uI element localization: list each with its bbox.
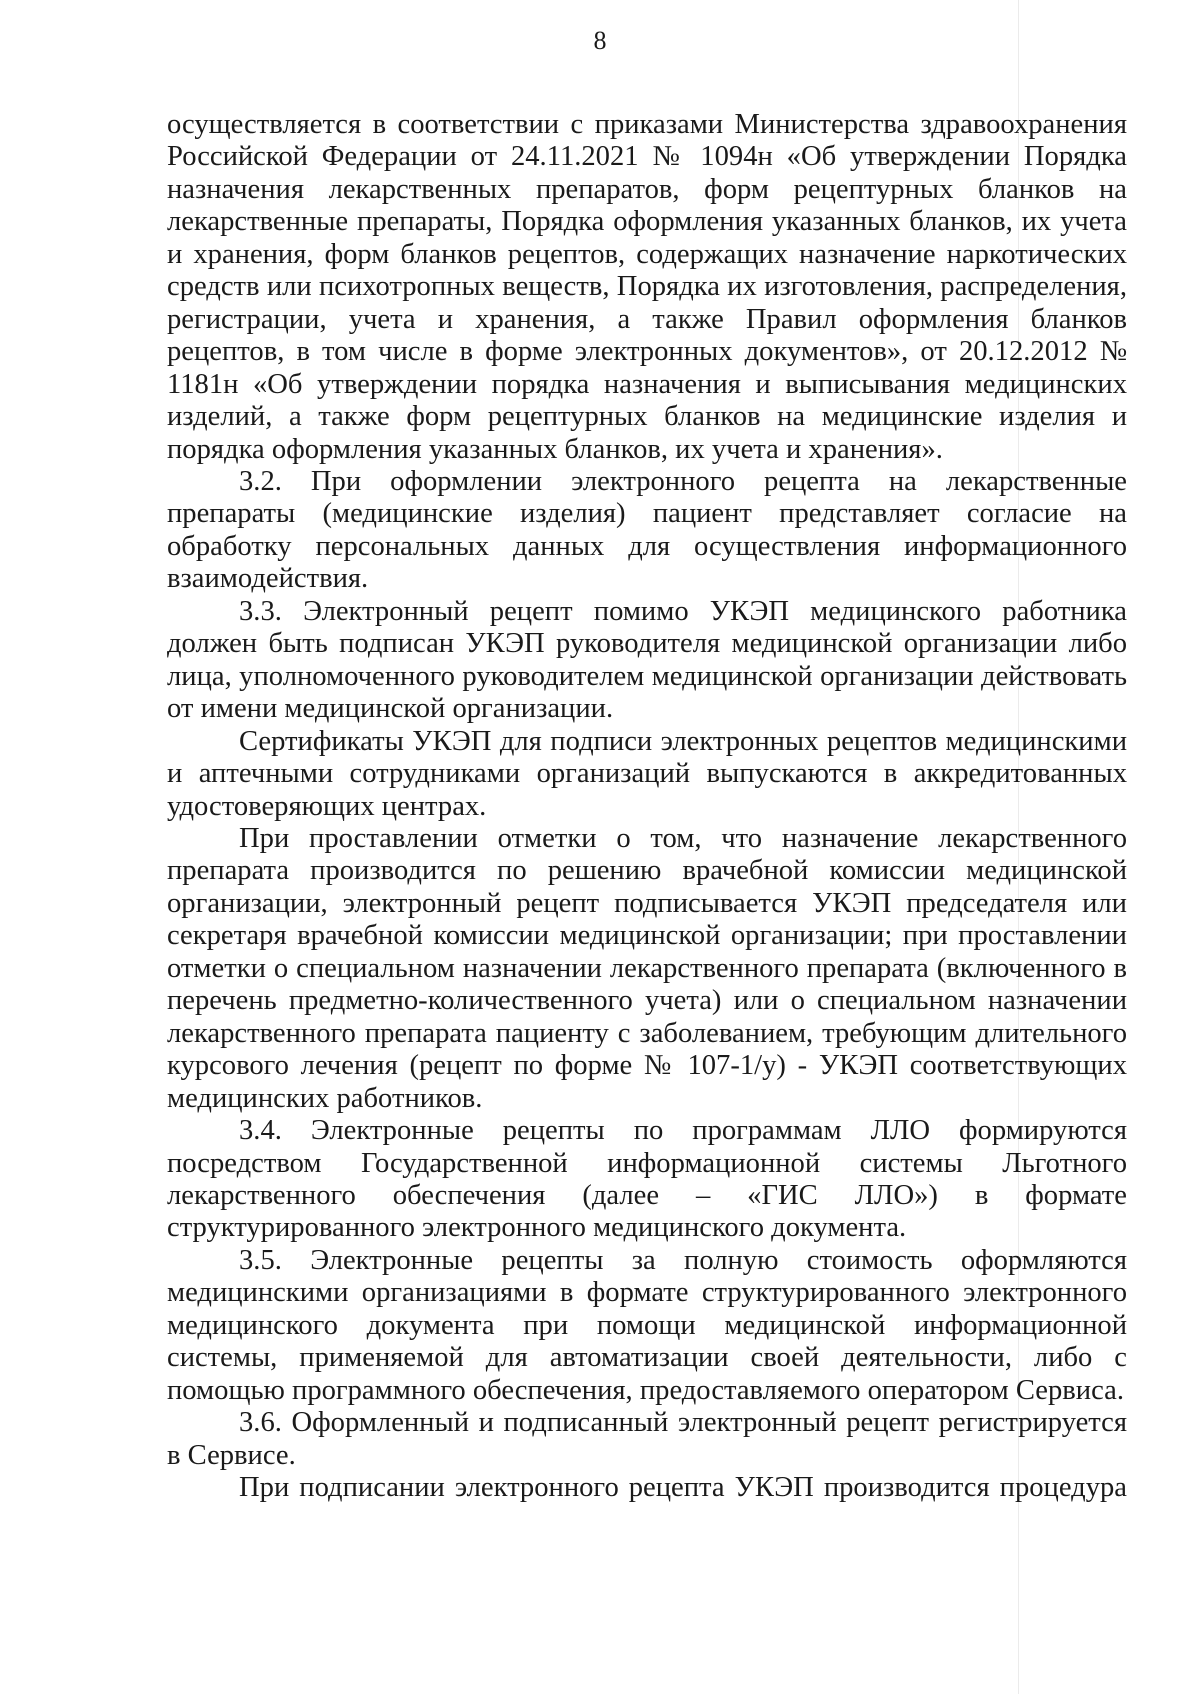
document-body	[167, 109, 1127, 1504]
page-number: 8	[593, 26, 607, 55]
paragraph-commission-signing: При проставлении отметки о том, что назначение лекарственного препарата производится по решению врачебной комиссии медицинской организации, электронный рецепт подписывается УКЭП председателя или секретаря врачебной комиссии медицинской организации; при проставлении отметки о специальном назначении лекарственного препарата (включенного в перечень предметно-количественного учета) или о специальном назначении лекарственного препарата пациенту с заболеванием, требующим длительного курсового лечения (рецепт по форме № 107-1/у) - УКЭП соответствующих медицинских работников.	[167, 822, 1127, 1114]
paragraph-signing-procedure: При подписании электронного рецепта УКЭП производится процедура	[239, 1472, 1127, 1504]
paragraph-3-2: 3.2. При оформлении электронного рецепта на лекарственные препараты (медицинские изделия) пациент представляет согласие на обработку персональных данных для осуществления информационного взаимодействия.	[167, 465, 1127, 595]
paragraph-3-3: 3.3. Электронный рецепт помимо УКЭП медицинского работника должен быть подписан УКЭП руководителя медицинской организации либо лица, уполномоченного руководителем медицинской организации действовать от имени медицинской организации.	[167, 595, 1127, 725]
paragraph-3-4: 3.4. Электронные рецепты по программам ЛЛО формируются посредством Государственной информационной системы Льготного лекарственного обеспечения (далее – «ГИС ЛЛО») в формате структурированного электронного медицинского документа.	[167, 1115, 1127, 1244]
paragraph-orders-reference: осуществляется в соответствии с приказами Министерства здравоохранения Российской Федерации от 24.11.2021 № 1094н «Об утверждении Порядка назначения лекарственных препаратов, форм рецептурных бланков на лекарственные препараты, Порядка оформления указанных бланков, их учета и хранения, форм бланков рецептов, содержащих назначение наркотических средств или психотропных веществ, Порядка их изготовления, распределения, регистрации, учета и хранения, а также Правил оформления бланков рецептов, в том числе в форме электронных документов», от 20.12.2012 № 1181н «Об утверждении порядка назначения и выписывания медицинских изделий, а также форм рецептурных бланков на медицинские изделия и порядка оформления указанных бланков, их учета и хранения».	[167, 109, 1127, 465]
paragraph-certificates: Сертификаты УКЭП для подписи электронных рецептов медицинскими и аптечными сотрудниками организаций выпускаются в аккредитованных удостоверяющих центрах.	[167, 725, 1127, 822]
paragraph-3-5: 3.5. Электронные рецепты за полную стоимость оформляются медицинскими организациями в формате структурированного электронного медицинского документа при помощи медицинской информационной системы, применяемой для автоматизации своей деятельности, либо с помощью программного обеспечения, предоставляемого оператором Сервиса.	[167, 1244, 1127, 1406]
paragraph-3-6: 3.6. Оформленный и подписанный электронный рецепт регистрируется в Сервисе.	[167, 1407, 1127, 1471]
